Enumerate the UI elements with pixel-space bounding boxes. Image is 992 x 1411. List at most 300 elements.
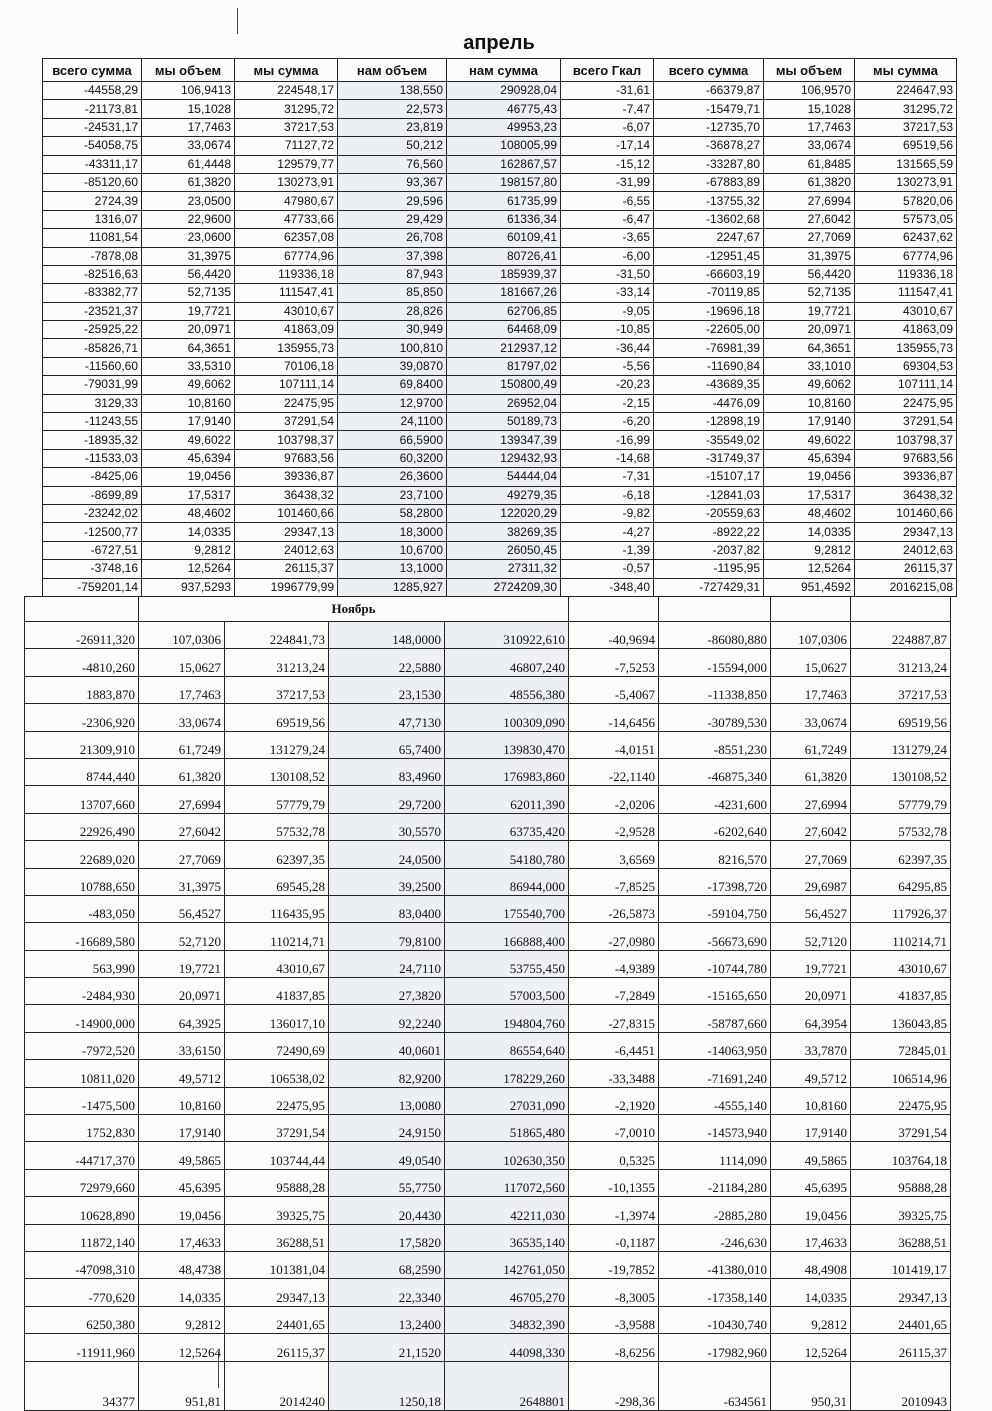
table-cell: -56673,690	[659, 923, 771, 950]
table-cell: 19,7721	[771, 950, 851, 977]
table-cell: -25925,22	[43, 321, 142, 339]
table-cell: -4,9389	[569, 950, 659, 977]
table-cell: 29,7200	[329, 786, 445, 813]
table-cell: 45,6395	[139, 1169, 225, 1196]
table-cell	[25, 597, 139, 622]
table-row	[25, 1169, 951, 1196]
table-cell: 107,0306	[771, 622, 851, 649]
column-header: нам сумма	[447, 59, 561, 82]
table-cell: -14573,940	[659, 1115, 771, 1142]
table-row	[25, 1142, 951, 1169]
table-cell: 27,6042	[764, 210, 855, 228]
table-row	[25, 841, 951, 868]
table-cell: -6,18	[561, 486, 654, 504]
table-cell: 10,8160	[771, 1087, 851, 1114]
table-cell: -33,14	[561, 284, 654, 302]
table-cell: 101381,04	[225, 1251, 329, 1278]
table-cell: 130108,52	[851, 758, 951, 785]
table-cell: -54058,75	[43, 137, 142, 155]
table-cell: 79,8100	[329, 923, 445, 950]
table-cell: 49279,35	[447, 486, 561, 504]
table-cell: 48,4908	[771, 1251, 851, 1278]
table-cell: 67774,96	[235, 247, 338, 265]
table-cell: 49,6062	[142, 376, 235, 394]
table-cell: -44717,370	[25, 1142, 139, 1169]
table-cell: 31,3975	[764, 247, 855, 265]
table-cell: 23,0500	[142, 192, 235, 210]
table-row	[43, 339, 957, 357]
table-cell: 27,7069	[139, 841, 225, 868]
table-cell: -2885,280	[659, 1197, 771, 1224]
table-cell: -15594,000	[659, 649, 771, 676]
table-cell: -17358,140	[659, 1279, 771, 1306]
table-cell: 49,5712	[771, 1060, 851, 1087]
table-cell: -12898,19	[654, 413, 764, 431]
table-cell: 10811,020	[25, 1060, 139, 1087]
table-cell: 50189,73	[447, 413, 561, 431]
table-cell: 26952,04	[447, 394, 561, 412]
table-cell: -82516,63	[43, 265, 142, 283]
table-cell: 101419,17	[851, 1251, 951, 1278]
table-cell: 13,2400	[329, 1306, 445, 1333]
table-cell: 122020,29	[447, 504, 561, 522]
table-cell: 224887,87	[851, 622, 951, 649]
table-cell: -770,620	[25, 1279, 139, 1306]
table-row	[43, 100, 957, 118]
table-cell: 47,7130	[329, 704, 445, 731]
table-row	[43, 247, 957, 265]
table-row	[43, 137, 957, 155]
table-cell: 19,0456	[142, 468, 235, 486]
table-cell: 64,3925	[139, 1005, 225, 1032]
table-cell: 31213,24	[851, 649, 951, 676]
table-cell: 129432,93	[447, 449, 561, 467]
table-row	[43, 394, 957, 412]
table-cell: 27,7069	[771, 841, 851, 868]
table-row	[25, 676, 951, 703]
table-cell: 937,5293	[142, 578, 235, 596]
table-row	[43, 449, 957, 467]
table-cell: 111547,41	[235, 284, 338, 302]
table-cell: 57532,78	[851, 813, 951, 840]
table-cell: -7,8525	[569, 868, 659, 895]
table-cell: 29,429	[338, 210, 447, 228]
table-cell: -85826,71	[43, 339, 142, 357]
table-row	[25, 923, 951, 950]
table-row	[43, 376, 957, 394]
column-header: всего сумма	[654, 59, 764, 82]
table-cell: 22475,95	[855, 394, 957, 412]
table-cell	[851, 597, 951, 622]
table-cell: -759201,14	[43, 578, 142, 596]
table-cell: 69519,56	[851, 704, 951, 731]
table-cell: -7972,520	[25, 1032, 139, 1059]
table-cell: -2,0206	[569, 786, 659, 813]
table-cell: 48,4738	[139, 1251, 225, 1278]
table-cell: 1114,090	[659, 1142, 771, 1169]
table-cell: -1,39	[561, 541, 654, 559]
table-row	[25, 868, 951, 895]
table-cell: -4476,09	[654, 394, 764, 412]
table-cell: 224841,73	[225, 622, 329, 649]
table-cell: 83,4960	[329, 758, 445, 785]
table-cell: 62437,62	[855, 229, 957, 247]
table-cell: 23,1530	[329, 676, 445, 703]
table-cell: 107111,14	[855, 376, 957, 394]
table-cell: -8699,89	[43, 486, 142, 504]
table-cell: 58,2800	[338, 504, 447, 522]
table-cell: 70106,18	[235, 357, 338, 375]
table-cell: 103744,44	[225, 1142, 329, 1169]
table-cell: -46875,340	[659, 758, 771, 785]
table-cell: 36438,32	[235, 486, 338, 504]
table-cell: 12,5264	[139, 1334, 225, 1361]
table-cell: 563,990	[25, 950, 139, 977]
table-row	[25, 1115, 951, 1142]
table-cell: -8,3005	[569, 1279, 659, 1306]
table-cell: -12951,45	[654, 247, 764, 265]
table-cell: 43010,67	[851, 950, 951, 977]
table-cell: 57532,78	[225, 813, 329, 840]
table-cell: 54180,780	[445, 841, 569, 868]
table-cell: -17982,960	[659, 1334, 771, 1361]
table-cell: -33287,80	[654, 155, 764, 173]
table-cell: -11243,55	[43, 413, 142, 431]
table-cell: 37,398	[338, 247, 447, 265]
table-cell: 178229,260	[445, 1060, 569, 1087]
table-cell: 69519,56	[855, 137, 957, 155]
table-cell: 48556,380	[445, 676, 569, 703]
table-cell: -2,1920	[569, 1087, 659, 1114]
table-cell: 162867,57	[447, 155, 561, 173]
table-cell: 2010943	[851, 1361, 951, 1410]
table-cell: 30,949	[338, 321, 447, 339]
table-cell: 181667,26	[447, 284, 561, 302]
table-cell: 39325,75	[225, 1197, 329, 1224]
table-cell: 103798,37	[235, 431, 338, 449]
table-cell: -4555,140	[659, 1087, 771, 1114]
table-cell: -15479,71	[654, 100, 764, 118]
table-cell: -8,6256	[569, 1334, 659, 1361]
table-cell: 17,9140	[139, 1115, 225, 1142]
table-cell: -10744,780	[659, 950, 771, 977]
table-cell: -11690,84	[654, 357, 764, 375]
table-cell: -22,1140	[569, 758, 659, 785]
table-cell: -31,50	[561, 265, 654, 283]
table-cell: 1285,927	[338, 578, 447, 596]
table-cell: 37291,54	[235, 413, 338, 431]
table-cell: 10,8160	[142, 394, 235, 412]
table-cell: 39,2500	[329, 868, 445, 895]
table-cell: -6,47	[561, 210, 654, 228]
table-cell: -16,99	[561, 431, 654, 449]
table-row	[43, 504, 957, 522]
table-cell: 150800,49	[447, 376, 561, 394]
table-row	[25, 950, 951, 977]
table-cell: 26050,45	[447, 541, 561, 559]
table-cell: 41837,85	[225, 978, 329, 1005]
table-cell: 43010,67	[855, 302, 957, 320]
table-cell: 290928,04	[447, 82, 561, 100]
table-cell: 31213,24	[225, 649, 329, 676]
table-cell: 76,560	[338, 155, 447, 173]
table-row	[25, 1032, 951, 1059]
table-cell: 45,6395	[771, 1169, 851, 1196]
table-cell: 212937,12	[447, 339, 561, 357]
table-cell: 33,1010	[764, 357, 855, 375]
table-cell: 17,9140	[764, 413, 855, 431]
column-header: мы объем	[764, 59, 855, 82]
table-cell: -83382,77	[43, 284, 142, 302]
table-cell: 17,5820	[329, 1224, 445, 1251]
table-cell: -348,40	[561, 578, 654, 596]
november-title: Ноябрь	[139, 597, 569, 622]
table-cell: 26,708	[338, 229, 447, 247]
table-row	[25, 813, 951, 840]
table-cell: 20,0971	[764, 321, 855, 339]
table-cell: 43010,67	[225, 950, 329, 977]
table-cell: 62397,35	[851, 841, 951, 868]
table-cell: 26,3600	[338, 468, 447, 486]
table-cell: -8922,22	[654, 523, 764, 541]
table-cell: 2247,67	[654, 229, 764, 247]
table-cell: 142761,050	[445, 1251, 569, 1278]
table-cell: -33,3488	[569, 1060, 659, 1087]
table-cell: -47098,310	[25, 1251, 139, 1278]
table-cell: 30,5570	[329, 813, 445, 840]
table-cell: 1250,18	[329, 1361, 445, 1410]
table-cell: 194804,760	[445, 1005, 569, 1032]
table-row	[43, 431, 957, 449]
table-cell: 119336,18	[855, 265, 957, 283]
table-cell: 44098,330	[445, 1334, 569, 1361]
table-cell: -66379,87	[654, 82, 764, 100]
table-cell: -2,9528	[569, 813, 659, 840]
table-cell: 17,5317	[764, 486, 855, 504]
table-cell: 97683,56	[855, 449, 957, 467]
table-cell: 26115,37	[235, 560, 338, 578]
table-cell: 27,6042	[139, 813, 225, 840]
table-cell: 66,5900	[338, 431, 447, 449]
table-cell: -86080,880	[659, 622, 771, 649]
column-header: мы сумма	[855, 59, 957, 82]
table-cell: 69545,28	[225, 868, 329, 895]
table-cell: 17,7463	[771, 676, 851, 703]
table-cell: 27,6994	[139, 786, 225, 813]
table-row	[25, 1306, 951, 1333]
table-cell: 29347,13	[235, 523, 338, 541]
table-cell: 106,9413	[142, 82, 235, 100]
table-row	[43, 229, 957, 247]
table-cell: 117072,560	[445, 1169, 569, 1196]
table-cell: 11872,140	[25, 1224, 139, 1251]
table-cell: -41380,010	[659, 1251, 771, 1278]
table-cell: 14,0335	[142, 523, 235, 541]
table-cell: 19,7721	[139, 950, 225, 977]
table-cell: 61,4448	[142, 155, 235, 173]
table-cell: 33,0674	[142, 137, 235, 155]
table-cell: 17,7463	[142, 118, 235, 136]
table-cell: 37291,54	[855, 413, 957, 431]
table-cell: 61,3820	[764, 173, 855, 191]
table-cell: -26,5873	[569, 895, 659, 922]
table-row	[43, 82, 957, 100]
table-cell: 22,3340	[329, 1279, 445, 1306]
table-cell: 52,7135	[142, 284, 235, 302]
table-cell: 72490,69	[225, 1032, 329, 1059]
table-cell: 69,8400	[338, 376, 447, 394]
table-cell: 19,0456	[139, 1197, 225, 1224]
table-cell: 37217,53	[235, 118, 338, 136]
table-cell: 24,7110	[329, 950, 445, 977]
table-cell: -298,36	[569, 1361, 659, 1410]
table-cell: 22,9600	[142, 210, 235, 228]
table-cell: -2306,920	[25, 704, 139, 731]
table-cell: 64,3651	[142, 339, 235, 357]
april-header-row	[43, 59, 957, 82]
table-cell: -35549,02	[654, 431, 764, 449]
table-cell: 14,0335	[771, 1279, 851, 1306]
table-cell: 52,7120	[771, 923, 851, 950]
table-cell: -246,630	[659, 1224, 771, 1251]
table-cell: 12,5264	[771, 1334, 851, 1361]
table-cell: 82,9200	[329, 1060, 445, 1087]
table-cell: 43010,67	[235, 302, 338, 320]
table-cell: -17398,720	[659, 868, 771, 895]
table-cell: 23,819	[338, 118, 447, 136]
table-cell: -6727,51	[43, 541, 142, 559]
table-cell: 64468,09	[447, 321, 561, 339]
table-cell: 129579,77	[235, 155, 338, 173]
table-cell: 49,0540	[329, 1142, 445, 1169]
table-cell: 81797,02	[447, 357, 561, 375]
table-cell: 64,3954	[771, 1005, 851, 1032]
table-cell: -15,12	[561, 155, 654, 173]
table-row	[43, 468, 957, 486]
table-cell: 110214,71	[225, 923, 329, 950]
table-cell: 28,826	[338, 302, 447, 320]
table-cell: 52,7120	[139, 923, 225, 950]
table-cell: 49,6022	[764, 431, 855, 449]
table-cell: 130273,91	[855, 173, 957, 191]
table-cell: 62397,35	[225, 841, 329, 868]
table-cell: 53755,450	[445, 950, 569, 977]
table-row	[43, 560, 957, 578]
table-cell: 15,1028	[764, 100, 855, 118]
table-cell: 23,0600	[142, 229, 235, 247]
table-row	[25, 1334, 951, 1361]
column-header: мы объем	[142, 59, 235, 82]
table-cell: 1752,830	[25, 1115, 139, 1142]
table-cell: -10,85	[561, 321, 654, 339]
table-row	[25, 1224, 951, 1251]
table-cell: 139347,39	[447, 431, 561, 449]
table-cell: 9,2812	[139, 1306, 225, 1333]
table-cell: -3,65	[561, 229, 654, 247]
table-cell: -4,0151	[569, 731, 659, 758]
table-cell: 69304,53	[855, 357, 957, 375]
table-row	[43, 302, 957, 320]
table-cell: 15,1028	[142, 100, 235, 118]
table-cell: -14,6456	[569, 704, 659, 731]
table-cell: 97683,56	[235, 449, 338, 467]
table-cell: -76981,39	[654, 339, 764, 357]
table-cell: 80726,41	[447, 247, 561, 265]
table-cell: -7,5253	[569, 649, 659, 676]
table-cell: -9,82	[561, 504, 654, 522]
table-cell: 51865,480	[445, 1115, 569, 1142]
table-cell: 87,943	[338, 265, 447, 283]
table-cell: 24401,65	[851, 1306, 951, 1333]
table-cell: 61735,99	[447, 192, 561, 210]
table-cell: -22605,00	[654, 321, 764, 339]
table-cell: 17,4633	[771, 1224, 851, 1251]
table-cell: 20,0971	[142, 321, 235, 339]
table-cell: -79031,99	[43, 376, 142, 394]
table-cell: -23521,37	[43, 302, 142, 320]
table-cell: -27,0980	[569, 923, 659, 950]
table-cell: 10,8160	[764, 394, 855, 412]
table-cell: -31,99	[561, 173, 654, 191]
table-row	[25, 1005, 951, 1032]
table-cell: 27,6994	[771, 786, 851, 813]
table-cell: 18,3000	[338, 523, 447, 541]
table-cell: 103798,37	[855, 431, 957, 449]
table-cell: -27,8315	[569, 1005, 659, 1032]
table-cell: -0,1187	[569, 1224, 659, 1251]
table-cell: 224647,93	[855, 82, 957, 100]
table-cell: -5,56	[561, 357, 654, 375]
table-cell: 60,3200	[338, 449, 447, 467]
table-cell: -3748,16	[43, 560, 142, 578]
table-cell: -5,4067	[569, 676, 659, 703]
table-cell: -11560,60	[43, 357, 142, 375]
table-cell: -4231,600	[659, 786, 771, 813]
table-cell: 131565,59	[855, 155, 957, 173]
table-cell: -6,55	[561, 192, 654, 210]
table-cell: -19,7852	[569, 1251, 659, 1278]
table-cell: 15,0627	[139, 649, 225, 676]
table-cell: 148,0000	[329, 622, 445, 649]
table-cell: -24531,17	[43, 118, 142, 136]
table-cell: 12,5264	[142, 560, 235, 578]
table-cell: -66603,19	[654, 265, 764, 283]
table-cell: 36288,51	[851, 1224, 951, 1251]
table-cell: -59104,750	[659, 895, 771, 922]
table-cell: 17,4633	[139, 1224, 225, 1251]
table-cell: 224548,17	[235, 82, 338, 100]
table-cell: 61,7249	[139, 731, 225, 758]
table-cell: -10,1355	[569, 1169, 659, 1196]
table-cell: 95888,28	[225, 1169, 329, 1196]
table-cell: 1996779,99	[235, 578, 338, 596]
table-cell: -2037,82	[654, 541, 764, 559]
table-cell: 17,9140	[771, 1115, 851, 1142]
table-cell: -12841,03	[654, 486, 764, 504]
table-cell: 310922,610	[445, 622, 569, 649]
table-cell: -6,07	[561, 118, 654, 136]
table-cell: -634561	[659, 1361, 771, 1410]
table-cell: 69519,56	[225, 704, 329, 731]
table-cell: 9,2812	[764, 541, 855, 559]
table-cell: 57003,500	[445, 978, 569, 1005]
table-cell: 24012,63	[235, 541, 338, 559]
table-cell: 36288,51	[225, 1224, 329, 1251]
column-header: мы сумма	[235, 59, 338, 82]
table-row	[25, 1087, 951, 1114]
table-cell: 41863,09	[235, 321, 338, 339]
table-cell: 24,1100	[338, 413, 447, 431]
